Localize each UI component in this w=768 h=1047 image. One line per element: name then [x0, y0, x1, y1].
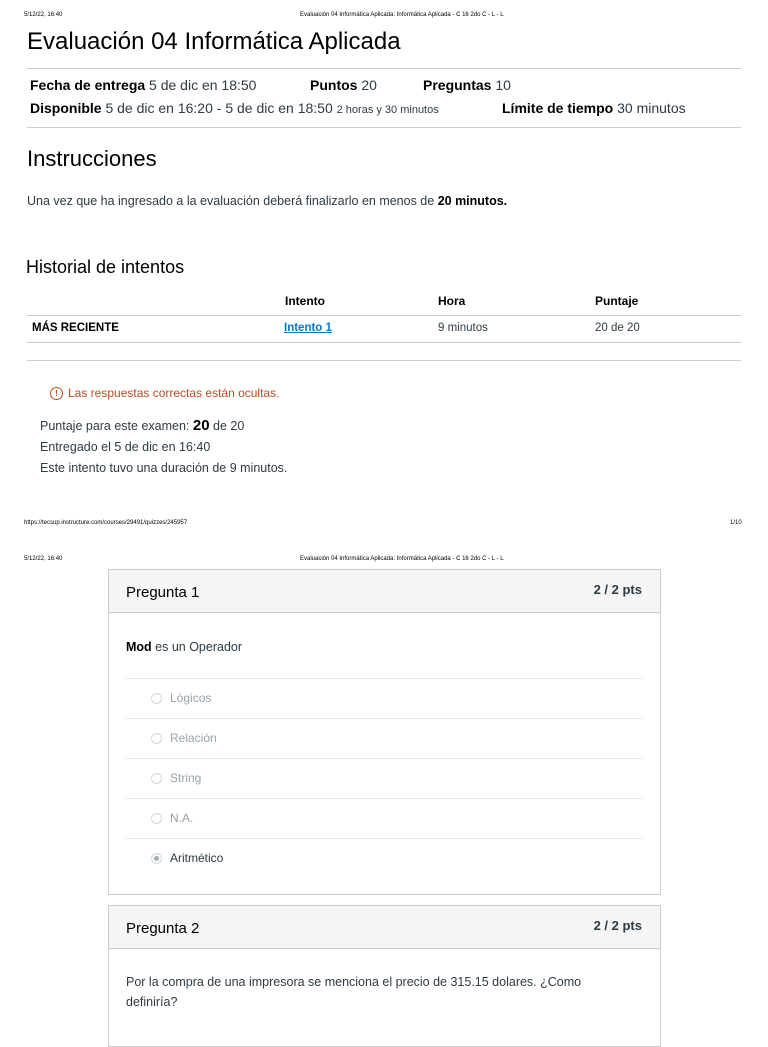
available-duration: 2 horas y 30 minutos [336, 104, 439, 116]
hidden-answers-notice [50, 386, 279, 400]
answer-label: Aritmético [170, 851, 224, 865]
question-2-text-line-2: definiría? [126, 995, 178, 1009]
question-2-text [126, 972, 581, 1012]
print-url: https://tecsup.instructure.com/courses/29491/quizzes/245957 [24, 520, 188, 526]
question-1-points: 2 / 2 pts [593, 582, 642, 597]
history-col-time: Hora [438, 294, 466, 308]
print-doc-title: Evaluación 04 Informática Aplicada: Informática Aplicada - C 16 2do C - L - L [300, 12, 504, 18]
history-row-label: MÁS RECIENTE [32, 322, 119, 334]
page-title: Evaluación 04 Informática Aplicada [27, 28, 401, 55]
points-label: Puntos [310, 77, 358, 93]
exam-score [40, 417, 244, 434]
history-col-score: Puntaje [595, 294, 639, 308]
time-limit-label: Límite de tiempo [502, 100, 614, 116]
history-heading: Historial de intentos [26, 257, 185, 277]
radio-button-selected[interactable] [151, 853, 162, 864]
due-label: Fecha de entrega [30, 77, 146, 93]
radio-button[interactable] [151, 813, 162, 824]
question-2-header [109, 906, 660, 949]
questions-value: 10 [495, 77, 511, 93]
available-value: 5 de dic en 16:20 - 5 de dic en 18:50 [105, 100, 333, 116]
duration-text: Este intento tuvo una duración de 9 minutos. [40, 461, 288, 475]
answer-option[interactable] [126, 678, 643, 719]
question-1-card [108, 569, 661, 895]
divider [27, 68, 741, 69]
answer-label: N.A. [170, 811, 194, 825]
answer-option[interactable] [126, 758, 643, 799]
due-value: 5 de dic en 18:50 [149, 77, 257, 93]
points-meta [310, 77, 377, 93]
quiz-meta-row-2 [30, 100, 439, 116]
time-limit-meta [502, 100, 686, 116]
print-page-number: 1/10 [730, 520, 742, 526]
instructions-heading: Instrucciones [27, 146, 157, 171]
print-datetime: 5/12/22, 16:40 [24, 12, 63, 18]
answer-label: Lógicos [170, 691, 212, 705]
question-1-text [126, 637, 242, 657]
instructions-text-body: Una vez que ha ingresado a la evaluación deberá finalizarlo en menos de [27, 194, 438, 208]
score-suffix: de 20 [209, 419, 245, 433]
score-prefix: Puntaje para este examen: [40, 419, 193, 433]
quiz-meta-row-1 [30, 77, 256, 93]
hidden-answers-text: Las respuestas correctas están ocultas. [68, 386, 280, 400]
time-limit-value: 30 minutos [617, 100, 686, 116]
print-datetime: 5/12/22, 16:40 [24, 556, 63, 562]
instructions-text-bold: 20 minutos. [437, 194, 508, 208]
radio-button[interactable] [151, 733, 162, 744]
attempt-link[interactable]: Intento 1 [284, 322, 332, 334]
points-value: 20 [361, 77, 377, 93]
question-1-text-rest: es un Operador [151, 640, 243, 654]
radio-button[interactable] [151, 693, 162, 704]
history-row-time: 9 minutos [438, 322, 488, 334]
history-col-attempt: Intento [285, 294, 325, 308]
table-divider [27, 342, 741, 343]
print-doc-title: Evaluación 04 Informática Aplicada: Informática Aplicada - C 16 2do C - L - L [300, 556, 504, 562]
question-2-text-line-1: Por la compra de una impresora se menciona el precio de 315.15 dolares. ¿Como [126, 975, 582, 989]
table-divider [27, 315, 741, 316]
answer-label: String [170, 771, 202, 785]
instructions-text [27, 194, 507, 208]
question-2-points: 2 / 2 pts [593, 918, 642, 933]
score-value: 20 [192, 417, 210, 434]
answer-label: Relación [170, 731, 217, 745]
question-1-header [109, 570, 660, 613]
questions-meta [423, 77, 511, 93]
question-1-title: Pregunta 1 [126, 584, 200, 601]
question-1-text-bold: Mod [126, 640, 152, 654]
answer-option[interactable] [126, 718, 643, 759]
available-label: Disponible [30, 100, 102, 116]
divider [27, 360, 741, 361]
questions-label: Preguntas [423, 77, 492, 93]
answer-option-selected[interactable] [126, 838, 643, 879]
submitted-text: Entregado el 5 de dic en 16:40 [40, 440, 211, 454]
history-row-score: 20 de 20 [595, 322, 640, 334]
divider [27, 127, 741, 128]
question-2-card [108, 905, 661, 1047]
radio-button[interactable] [151, 773, 162, 784]
question-2-title: Pregunta 2 [126, 920, 200, 937]
warning-icon: ! [50, 387, 63, 400]
answer-option[interactable] [126, 798, 643, 839]
